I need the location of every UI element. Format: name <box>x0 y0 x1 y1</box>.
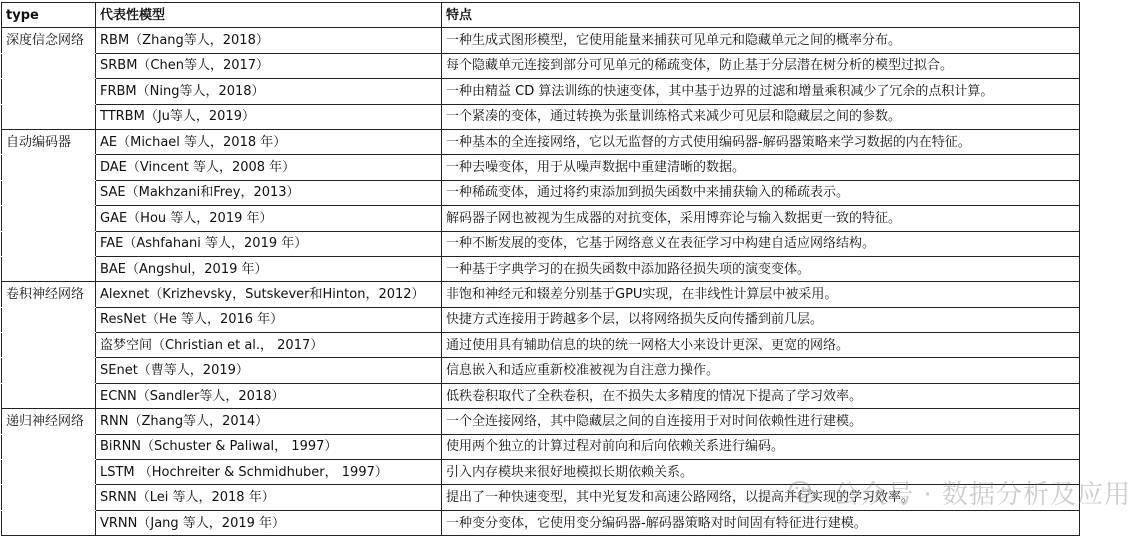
type-cell: 自动编码器 <box>2 129 96 154</box>
type-cell <box>2 231 96 256</box>
model-cell: RBM（Zhang等人，2018） <box>96 28 442 53</box>
model-cell: BAE（Angshul，2019 年） <box>96 256 442 281</box>
table-row <box>2 282 1080 307</box>
table-body <box>2 3 1080 536</box>
type-cell <box>2 434 96 459</box>
model-cell: VRNN（Jang 等人，2019 年） <box>96 510 442 535</box>
table-row <box>2 180 1080 205</box>
type-cell <box>2 53 96 78</box>
feature-cell: 一种基本的全连接网络，它以无监督的方式使用编码器-解码器策略来学习数据的内在特征。 <box>442 129 1080 154</box>
table-row <box>2 307 1080 332</box>
type-cell: 深度信念网络 <box>2 28 96 53</box>
type-cell <box>2 155 96 180</box>
type-cell <box>2 307 96 332</box>
feature-cell: 一种由精益 CD 算法训练的快速变体，其中基于边界的过滤和增量乘积减少了冗余的点积计算。 <box>442 79 1080 104</box>
table-row <box>2 79 1080 104</box>
model-cell: FAE（Ashfahani 等人，2019 年） <box>96 231 442 256</box>
model-cell: AE（Michael 等人，2018 年） <box>96 129 442 154</box>
feature-cell: 一种生成式图形模型，它使用能量来捕获可见单元和隐藏单元之间的概率分布。 <box>442 28 1080 53</box>
feature-cell: 提出了一种快速变型，其中光复发和高速公路网络，以提高并行实现的学习效率。 <box>442 485 1080 510</box>
feature-cell: 每个隐藏单元连接到部分可见单元的稀疏变体，防止基于分层潜在树分析的模型过拟合。 <box>442 53 1080 78</box>
type-cell <box>2 256 96 281</box>
model-table <box>1 2 1080 536</box>
feature-cell: 解码器子网也被视为生成器的对抗变体，采用博弈论与输入数据更一致的特征。 <box>442 206 1080 231</box>
header-features: 特点 <box>442 3 1080 28</box>
feature-cell: 一种不断发展的变体，它基于网络意义在表征学习中构建自适应网络结构。 <box>442 231 1080 256</box>
type-cell <box>2 79 96 104</box>
feature-cell: 一种去噪变体，用于从噪声数据中重建清晰的数据。 <box>442 155 1080 180</box>
model-cell: ResNet（He 等人，2016 年） <box>96 307 442 332</box>
feature-cell: 引入内存模块来很好地模拟长期依赖关系。 <box>442 460 1080 485</box>
table-row <box>2 510 1080 535</box>
model-cell: LSTM （Hochreiter & Schmidhuber， 1997） <box>96 460 442 485</box>
table-row <box>2 28 1080 53</box>
model-cell: Alexnet（Krizhevsky，Sutskever和Hinton，2012） <box>96 282 442 307</box>
type-cell <box>2 104 96 129</box>
type-cell: 递归神经网络 <box>2 409 96 434</box>
model-cell: RNN（Zhang等人，2014） <box>96 409 442 434</box>
table-row <box>2 231 1080 256</box>
model-cell: GAE（Hou 等人，2019 年） <box>96 206 442 231</box>
type-cell <box>2 206 96 231</box>
table-row <box>2 206 1080 231</box>
feature-cell: 信息嵌入和适应重新校准被视为自注意力操作。 <box>442 358 1080 383</box>
table-row <box>2 256 1080 281</box>
type-cell <box>2 180 96 205</box>
feature-cell: 非饱和神经元和辍差分别基于GPU实现，在非线性计算层中被采用。 <box>442 282 1080 307</box>
header-models: 代表性模型 <box>96 3 442 28</box>
watermark <box>788 474 1131 511</box>
table-row <box>2 333 1080 358</box>
feature-cell: 低秩卷积取代了全秩卷积，在不损失太多精度的情况下提高了学习效率。 <box>442 383 1080 408</box>
table-row <box>2 358 1080 383</box>
type-cell <box>2 510 96 535</box>
model-cell: FRBM（Ning等人，2018） <box>96 79 442 104</box>
model-cell: SRBM（Chen等人，2017） <box>96 53 442 78</box>
feature-cell: 一个全连接网络，其中隐藏层之间的自连接用于对时间依赖性进行建模。 <box>442 409 1080 434</box>
table-row <box>2 53 1080 78</box>
model-cell: TTRBM（Ju等人，2019） <box>96 104 442 129</box>
table-row <box>2 434 1080 459</box>
table-row <box>2 104 1080 129</box>
model-cell: 盗梦空间（Christian et al.， 2017） <box>96 333 442 358</box>
feature-cell: 一种基于字典学习的在损失函数中添加路径损失项的演变变体。 <box>442 256 1080 281</box>
table-row <box>2 383 1080 408</box>
type-cell <box>2 485 96 510</box>
model-cell: SRNN（Lei 等人，2018 年） <box>96 485 442 510</box>
header-type: type <box>2 3 96 28</box>
table-row <box>2 129 1080 154</box>
type-cell <box>2 460 96 485</box>
model-cell: DAE（Vincent 等人，2008 年） <box>96 155 442 180</box>
table-row <box>2 155 1080 180</box>
wechat-icon <box>788 478 818 508</box>
model-cell: SEnet（曹等人，2019） <box>96 358 442 383</box>
feature-cell: 通过使用具有辅助信息的块的统一网格大小来设计更深、更宽的网络。 <box>442 333 1080 358</box>
type-cell <box>2 383 96 408</box>
feature-cell: 使用两个独立的计算过程对前向和后向依赖关系进行编码。 <box>442 434 1080 459</box>
feature-cell: 一种变分变体，它使用变分编码器-解码器策略对时间固有特征进行建模。 <box>442 510 1080 535</box>
type-cell <box>2 358 96 383</box>
model-cell: BiRNN（Schuster & Paliwal， 1997） <box>96 434 442 459</box>
feature-cell: 快捷方式连接用于跨越多个层，以将网络损失反向传播到前几层。 <box>442 307 1080 332</box>
watermark-text: 公众号 · 数据分析及应用 <box>833 480 1131 510</box>
type-cell: 卷积神经网络 <box>2 282 96 307</box>
model-cell: SAE（Makhzani和Frey，2013） <box>96 180 442 205</box>
table-header-row <box>2 3 1080 28</box>
model-cell: ECNN（Sandler等人，2018） <box>96 383 442 408</box>
type-cell <box>2 333 96 358</box>
feature-cell: 一种稀疏变体，通过将约束添加到损失函数中来捕获输入的稀疏表示。 <box>442 180 1080 205</box>
table-row <box>2 409 1080 434</box>
feature-cell: 一个紧凑的变体，通过转换为张量训练格式来减少可见层和隐藏层之间的参数。 <box>442 104 1080 129</box>
